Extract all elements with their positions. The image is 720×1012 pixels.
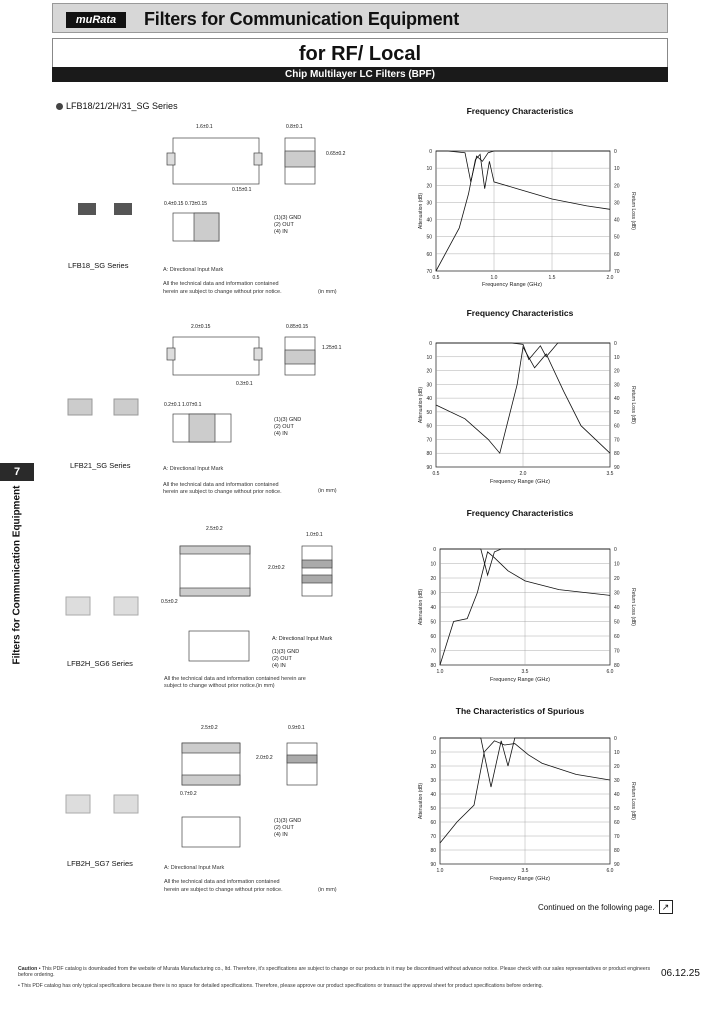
y2-tick-label: 60 xyxy=(614,251,620,258)
dim-height: 2.0±0.2 xyxy=(256,755,273,761)
y-tick-label: 0 xyxy=(429,149,432,155)
y2-tick-label: 40 xyxy=(614,792,620,798)
y-axis-label: Attenuation (dB) xyxy=(418,588,424,626)
arrow-icon[interactable]: ↗ xyxy=(659,900,673,914)
data-note: herein are subject to change without prior notice. xyxy=(164,887,283,893)
x-axis-label: Frequency Range (GHz) xyxy=(490,479,550,485)
y-tick-label: 0 xyxy=(433,547,436,553)
mark-note: A: Directional Input Mark xyxy=(163,466,224,472)
chart-2 xyxy=(410,305,640,505)
chart-plot xyxy=(410,505,640,705)
y-tick-label: 80 xyxy=(430,663,436,669)
y-tick-label: 30 xyxy=(430,590,436,597)
y2-axis-label: Return Loss (dB) xyxy=(630,192,636,230)
unit-note: (in mm) xyxy=(256,683,275,689)
y2-tick-label: 80 xyxy=(614,848,620,854)
attenuation-line xyxy=(436,154,610,271)
y2-tick-label: 50 xyxy=(614,619,620,626)
y2-tick-label: 50 xyxy=(614,409,620,416)
dim-pads: 0.4±0.15 0.73±0.15 xyxy=(164,201,208,207)
y-tick-label: 20 xyxy=(430,576,436,582)
y-tick-label: 90 xyxy=(430,862,436,868)
y-tick-label: 40 xyxy=(430,792,436,798)
y-tick-label: 0 xyxy=(429,341,432,347)
chapter-label: Filters for Communication Equipment xyxy=(11,485,23,665)
terminal-list: (1)(3) GND (2) OUT (4) IN xyxy=(272,649,300,669)
y2-tick-label: 40 xyxy=(614,217,620,224)
footer-line1: Caution • This PDF catalog is downloaded from the website of Murata Manufacturing co., ltd. Therefore, it's specifications are subject to change or our products in it may be discontinued without advance notice. Please check with our sales representatives or product engineers before ordering. xyxy=(18,966,651,978)
x-tick-label: 1.0 xyxy=(436,868,444,874)
y2-tick-label: 10 xyxy=(614,354,620,361)
y-axis-label: Attenuation (dB) xyxy=(418,782,424,820)
data-note: subject to change without prior notice. xyxy=(164,683,257,689)
dim-width: 0.85±0.15 xyxy=(286,324,309,330)
y-tick-label: 40 xyxy=(426,396,432,403)
x-axis-label: Frequency Range (GHz) xyxy=(490,876,550,882)
y2-tick-label: 30 xyxy=(614,590,620,597)
x-tick-label: 0.5 xyxy=(432,471,440,477)
chart-1 xyxy=(410,106,640,306)
x-tick-label: 1.0 xyxy=(436,669,444,675)
y-tick-label: 0 xyxy=(433,736,436,742)
y-tick-label: 50 xyxy=(430,619,436,626)
y-tick-label: 40 xyxy=(430,605,436,611)
data-note: All the technical data and information contained xyxy=(163,281,279,287)
bullet-icon xyxy=(56,103,63,110)
y2-tick-label: 20 xyxy=(614,368,620,375)
return-loss-line xyxy=(436,151,610,182)
data-note: herein are subject to change without prior notice. xyxy=(163,289,282,295)
series-label: LFB2H_SG6 Series xyxy=(67,659,133,668)
y-tick-label: 50 xyxy=(430,806,436,812)
y-tick-label: 30 xyxy=(426,200,432,207)
y2-axis-label: Return Loss (dB) xyxy=(630,588,636,626)
dim-width: 0.8±0.1 xyxy=(286,124,303,130)
series-label: LFB2H_SG7 Series xyxy=(67,859,133,868)
y2-tick-label: 40 xyxy=(614,396,620,403)
y-tick-label: 10 xyxy=(426,166,432,173)
series-label: LFB21_SG Series xyxy=(70,461,131,470)
y2-tick-label: 40 xyxy=(614,605,620,611)
y-tick-label: 50 xyxy=(426,234,432,241)
data-note: herein are subject to change without prior notice. xyxy=(163,489,282,495)
y-tick-label: 10 xyxy=(430,750,436,756)
series-heading: LFB18/21/2H/31_SG Series xyxy=(56,101,178,111)
y2-tick-label: 20 xyxy=(614,183,620,190)
dim-width: 0.9±0.1 xyxy=(288,725,305,731)
y2-axis-label: Return Loss (dB) xyxy=(630,782,636,820)
terminal-list: (1)(3) GND (2) OUT (4) IN xyxy=(274,417,302,437)
chart-plot xyxy=(410,704,640,904)
y2-tick-label: 30 xyxy=(614,200,620,207)
y-tick-label: 80 xyxy=(430,848,436,854)
y-tick-label: 70 xyxy=(430,648,436,655)
y2-tick-label: 50 xyxy=(614,806,620,812)
x-tick-label: 3.5 xyxy=(521,868,529,874)
dim-length: 2.0±0.15 xyxy=(191,324,211,330)
mark-note: A: Directional Input Mark xyxy=(272,636,333,642)
dim-width: 1.0±0.1 xyxy=(306,532,323,538)
y-tick-label: 60 xyxy=(430,634,436,640)
y-tick-label: 20 xyxy=(430,764,436,770)
dim-pads: 0.2±0.1 1.07±0.1 xyxy=(164,402,202,408)
chart-3 xyxy=(410,505,640,705)
chart-plot xyxy=(410,106,640,306)
y-tick-label: 10 xyxy=(426,354,432,361)
y2-tick-label: 10 xyxy=(614,166,620,173)
y-tick-label: 70 xyxy=(426,269,432,275)
y2-tick-label: 60 xyxy=(614,423,620,430)
chart-plot xyxy=(410,305,640,505)
murata-logo: muRata xyxy=(66,12,126,28)
y-tick-label: 20 xyxy=(426,368,432,375)
x-tick-label: 1.0 xyxy=(490,275,498,281)
x-tick-label: 6.0 xyxy=(606,669,614,675)
y-tick-label: 60 xyxy=(426,423,432,430)
chart-4 xyxy=(410,704,640,904)
dim-term: 0.15±0.1 xyxy=(232,187,252,193)
y2-tick-label: 10 xyxy=(614,750,620,756)
footer-line2: • This PDF catalog has only typical specifications because there is no space for detailed specifications. Therefore, please approve our product specifications or transact the approval sheet for product specifications before ordering. xyxy=(18,983,543,989)
chart-title: Frequency Characteristics xyxy=(466,308,574,318)
y-tick-label: 80 xyxy=(426,451,432,458)
y-tick-label: 20 xyxy=(426,183,432,190)
y-tick-label: 70 xyxy=(426,437,432,444)
dim-height: 0.65±0.2 xyxy=(326,151,346,157)
unit-note: (in mm) xyxy=(318,488,337,494)
series-label: LFB18_SG Series xyxy=(68,261,129,270)
chart-title: Frequency Characteristics xyxy=(466,508,574,518)
y-tick-label: 60 xyxy=(426,251,432,258)
y2-tick-label: 70 xyxy=(614,269,620,275)
page-subtitle: for RF/ Local xyxy=(52,38,668,68)
x-tick-label: 3.5 xyxy=(606,471,614,477)
dim-length: 2.5±0.2 xyxy=(206,526,223,532)
y2-tick-label: 20 xyxy=(614,764,620,770)
x-tick-label: 6.0 xyxy=(606,868,614,874)
y2-tick-label: 30 xyxy=(614,778,620,784)
y2-tick-label: 70 xyxy=(614,648,620,655)
sections-text xyxy=(56,115,356,895)
unit-note: (in mm) xyxy=(318,887,337,893)
x-tick-label: 2.0 xyxy=(519,471,527,477)
chapter-tab: 7 xyxy=(0,463,34,481)
x-axis-label: Frequency Range (GHz) xyxy=(490,677,550,683)
data-note: All the technical data and information contained herein are xyxy=(164,676,306,682)
y2-tick-label: 0 xyxy=(614,149,617,155)
mark-note: A: Directional Input Mark xyxy=(164,865,225,871)
chart-title: The Characteristics of Spurious xyxy=(455,706,585,716)
dim-length: 2.5±0.2 xyxy=(201,725,218,731)
y2-tick-label: 90 xyxy=(614,862,620,868)
unit-note: (in mm) xyxy=(318,289,337,295)
y2-tick-label: 20 xyxy=(614,576,620,582)
y-tick-label: 60 xyxy=(430,820,436,826)
dim-height: 2.0±0.2 xyxy=(268,565,285,571)
y-axis-label: Attenuation (dB) xyxy=(418,192,424,230)
x-axis-label: Frequency Range (GHz) xyxy=(482,282,542,288)
plot-frame xyxy=(436,151,610,271)
y2-tick-label: 70 xyxy=(614,834,620,840)
dim-pads: 0.5±0.2 xyxy=(161,599,178,605)
y2-tick-label: 80 xyxy=(614,451,620,458)
y2-tick-label: 80 xyxy=(614,663,620,669)
y-tick-label: 10 xyxy=(430,561,436,568)
dim-height: 1.25±0.1 xyxy=(322,345,342,351)
y2-tick-label: 90 xyxy=(614,465,620,471)
y-tick-label: 70 xyxy=(430,834,436,840)
y-tick-label: 90 xyxy=(426,465,432,471)
x-tick-label: 1.5 xyxy=(548,275,556,281)
terminal-list: (1)(3) GND (2) OUT (4) IN xyxy=(274,215,302,235)
y-tick-label: 40 xyxy=(426,217,432,224)
x-tick-label: 0.5 xyxy=(432,275,440,281)
chart-title: Frequency Characteristics xyxy=(466,106,574,116)
data-note: All the technical data and information contained xyxy=(163,482,279,488)
y2-tick-label: 70 xyxy=(614,437,620,444)
x-tick-label: 3.5 xyxy=(521,669,529,675)
y-tick-label: 50 xyxy=(426,409,432,416)
data-note: All the technical data and information contained xyxy=(164,879,280,885)
y2-tick-label: 50 xyxy=(614,234,620,241)
y-tick-label: 30 xyxy=(430,778,436,784)
y-axis-label: Attenuation (dB) xyxy=(418,386,424,424)
dim-length: 1.6±0.1 xyxy=(196,124,213,130)
dim-pads: 0.7±0.2 xyxy=(180,791,197,797)
dim-term: 0.3±0.1 xyxy=(236,381,253,387)
terminal-list: (1)(3) GND (2) OUT (4) IN xyxy=(274,818,302,838)
y2-tick-label: 10 xyxy=(614,561,620,568)
page-date: 06.12.25 xyxy=(661,968,700,979)
page-title: Filters for Communication Equipment xyxy=(144,9,460,29)
category-bar: Chip Multilayer LC Filters (BPF) xyxy=(52,67,668,82)
y-tick-label: 30 xyxy=(426,382,432,389)
continued-note[interactable]: Continued on the following page. ↗ xyxy=(538,900,673,914)
y2-tick-label: 0 xyxy=(614,341,617,347)
y2-axis-label: Return Loss (dB) xyxy=(630,386,636,424)
y2-tick-label: 0 xyxy=(614,547,617,553)
y2-tick-label: 60 xyxy=(614,634,620,640)
mark-note: A: Directional Input Mark xyxy=(163,267,224,273)
x-tick-label: 2.0 xyxy=(606,275,614,281)
y2-tick-label: 60 xyxy=(614,820,620,826)
y2-tick-label: 30 xyxy=(614,382,620,389)
y2-tick-label: 0 xyxy=(614,736,617,742)
